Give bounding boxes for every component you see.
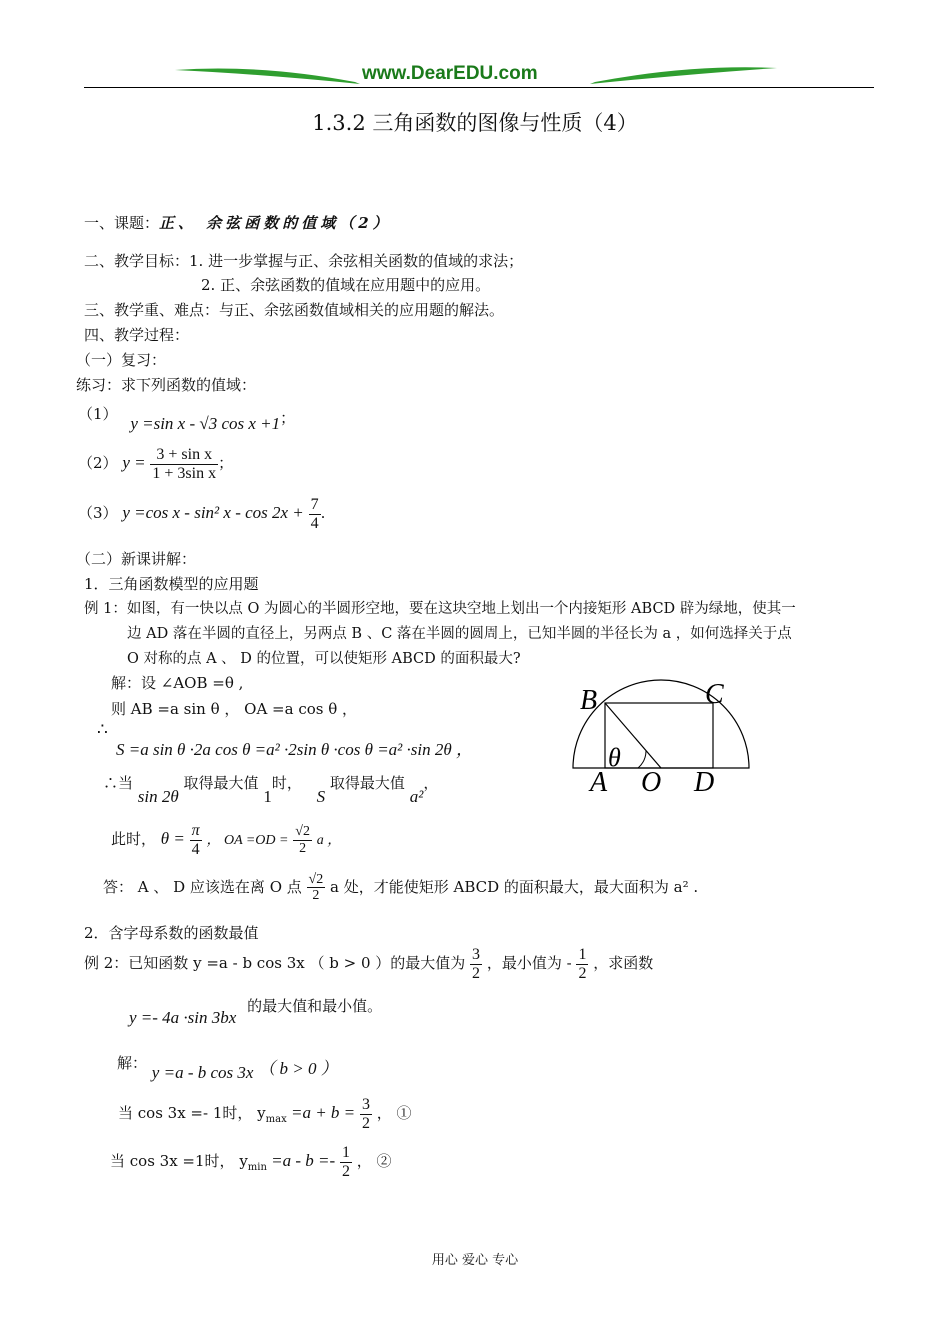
solution-1-line-4-d: 1 <box>263 787 272 806</box>
case-2-b: =a - b =- <box>266 1151 336 1171</box>
case-1-den: 2 <box>361 1114 370 1132</box>
example-2-min-den: 2 <box>578 964 587 982</box>
solution-1-line-3: S =a sin θ ·2a cos θ =a² ·2sin θ ·cos θ =a² ·sin 2θ ， <box>116 740 473 759</box>
example-2-function: y =- 4a ·sin 3bx <box>129 1008 237 1027</box>
label-O: O <box>641 767 662 798</box>
solution-1-pi: π <box>191 822 200 839</box>
example-2-c: ，求函数 <box>593 954 654 973</box>
case-2-den: 2 <box>341 1162 350 1180</box>
example-2-max-num: 3 <box>472 946 481 963</box>
example-2-b: ，最小值为 - <box>486 954 572 973</box>
goals-label: 二、教学目标： <box>84 252 190 270</box>
case-1-fraction <box>360 1096 372 1132</box>
part-2-heading: 2．含字母系数的函数最值 <box>84 924 259 942</box>
label-theta: θ <box>608 743 621 772</box>
solution-2-line-1 <box>117 1048 338 1082</box>
solution-1-line-4 <box>103 772 439 806</box>
example-2-min-fraction <box>576 946 588 982</box>
solution-1-line-4-f: S <box>316 787 326 806</box>
solution-1-line-5-a: 此时， <box>111 830 157 849</box>
solution-1-line-5-b: θ = <box>160 829 185 849</box>
logo-text: www.DearEDU.com <box>362 63 538 84</box>
solution-1-four: 4 <box>191 840 200 858</box>
exercise-3: （3） y =cos x - sin² x - cos 2x + $\frac{7}{4}$ . <box>78 496 326 532</box>
case-1-b: =a + b = <box>286 1103 356 1123</box>
answer-1-b: a 处，才能使矩形 ABCD 的面积最大，最大面积为 a² . <box>330 877 699 896</box>
goal-1: 1. 进一步掌握与正、余弦相关函数的值域的求法； <box>189 252 524 270</box>
process-heading: 四、教学过程： <box>84 326 190 344</box>
answer-1-sqrt2: √2 <box>308 872 324 887</box>
exercise-2: （2） y = $\frac{\text{3 + sin x}}{\text{1 + 3sin x}}$ ； <box>78 446 234 482</box>
case-2-a: 当 cos 3x =1时， y <box>110 1152 248 1171</box>
solution-1-two: 2 <box>299 840 307 856</box>
solution-1-line-1: 解：设 ∠AOB =θ , <box>111 674 244 692</box>
label-D: D <box>694 767 715 798</box>
solution-1-line-4-h: a² <box>409 787 424 806</box>
therefore-symbol: ∴ <box>97 720 108 740</box>
goal-2: 2. 正、余弦函数的值域在应用题中的应用。 <box>201 276 491 294</box>
solution-1-sqrt-fraction <box>293 824 312 856</box>
case-2-c: ， ② <box>356 1152 392 1171</box>
answer-1 <box>103 872 698 904</box>
exercise-3-numerator: 7 <box>310 496 319 513</box>
solution-1-line-4-g: 取得最大值 <box>329 774 405 792</box>
label-A: A <box>590 767 608 798</box>
solution-1-line-2: 则 AB =a sin θ ， OA =a cos θ ， <box>111 700 358 718</box>
exercise-1: （1） y =sin x - √3 cos x +1； <box>78 405 296 433</box>
part-1-heading: 1．三角函数模型的应用题 <box>84 575 259 593</box>
exercise-heading: 练习：求下列函数的值域： <box>76 376 257 394</box>
solution-1-line-4-a: ∴当 <box>103 774 134 792</box>
goals-line <box>84 250 523 271</box>
solution-1-sqrt2: √2 <box>295 824 310 840</box>
case-2 <box>110 1144 392 1180</box>
topic-value: 正、 余弦函数的值域（2） <box>159 214 392 232</box>
topic-label: 一、课题： <box>84 214 160 232</box>
example-2-max-fraction <box>470 946 482 982</box>
solution-1-line-5-c: ， OA =OD = <box>206 833 289 849</box>
example-1-line-3: O 对称的点 A 、 D 的位置，可以使矩形 ABCD 的面积最大? <box>127 651 521 667</box>
case-1 <box>118 1096 412 1132</box>
case-1-a: 当 cos 3x =- 1时， y <box>118 1104 266 1123</box>
solution-1-line-4-e: 时， <box>271 774 302 792</box>
example-2-a: 例 2：已知函数 y =a - b cos 3x （ b > 0 ）的最大值为 <box>84 954 466 973</box>
example-1-line-2: 边 AD 落在半圆的直径上，另两点 B 、C 落在半圆的圆周上，已知半圆的半径长为 a ，如何选择关于点 <box>127 626 792 642</box>
example-2-line-1 <box>84 946 653 982</box>
exercise-2-fraction <box>150 446 218 482</box>
solution-2-condition: （ b > 0 ） <box>258 1059 338 1078</box>
solution-1-line-4-i: ， <box>423 774 439 792</box>
exercise-2-numerator: 3 + sin x <box>150 446 218 465</box>
solution-2-function: y =a - b cos 3x <box>151 1063 254 1082</box>
case-2-fraction <box>340 1144 352 1180</box>
exercise-3-fraction <box>309 496 321 532</box>
topic-line <box>84 212 392 233</box>
answer-1-a: 答： A 、 D 应该选在离 O 点 <box>103 877 302 896</box>
exercise-3-denominator: 4 <box>310 514 319 532</box>
label-B: B <box>580 685 598 716</box>
case-2-sub: min <box>247 1162 267 1174</box>
answer-1-two: 2 <box>312 888 320 904</box>
example-2-line-2 <box>129 995 383 1027</box>
example-2-min-num: 1 <box>578 946 587 963</box>
solution-2-label: 解： <box>117 1054 148 1072</box>
new-lesson-heading: （二）新课讲解： <box>76 550 197 568</box>
example-2-max-den: 2 <box>472 964 481 982</box>
page-title: 1.3.2 三角函数的图像与性质（4） <box>312 111 638 135</box>
semicircle-diagram <box>568 678 758 798</box>
exercise-3-label: （3） <box>78 504 118 523</box>
solution-1-line-5 <box>111 822 341 858</box>
solution-1-theta-fraction <box>190 822 202 858</box>
exercise-3-formula: y =cos x - sin² x - cos 2x + <box>122 503 304 523</box>
exercise-2-lhs: y = <box>122 453 146 473</box>
case-1-num: 3 <box>361 1096 370 1113</box>
exercise-2-denominator: 1 + 3sin x <box>152 464 217 482</box>
exercise-2-label: （2） <box>78 454 118 473</box>
case-1-sub: max <box>265 1114 287 1126</box>
keypoints: 三、教学重、难点：与正、余弦函数值域相关的应用题的解法。 <box>84 301 505 319</box>
answer-1-sqrt-fraction <box>307 872 326 904</box>
example-1-line-1: 例 1：如图，有一快以点 O 为圆心的半圆形空地，要在这块空地上划出一个内接矩形 ABCD 辟为绿地，使其一 <box>84 601 796 617</box>
review-heading: （一）复习： <box>76 351 167 369</box>
exercise-1-formula: y =sin x - √3 cos x +1 <box>130 414 281 433</box>
solution-1-line-4-c: 取得最大值 <box>183 774 259 792</box>
example-2-d: 的最大值和最小值。 <box>247 997 383 1015</box>
header-logo <box>170 62 782 88</box>
solution-1-line-5-d: a ， <box>316 833 342 849</box>
header-rule <box>84 87 874 88</box>
case-1-c: ， ① <box>376 1104 412 1123</box>
solution-1-line-4-b: sin 2θ <box>137 787 179 806</box>
exercise-1-label: （1） <box>78 405 118 423</box>
case-2-num: 1 <box>341 1144 350 1161</box>
label-C: C <box>705 679 724 710</box>
page-footer: 用心 爱心 专心 <box>431 1253 519 1268</box>
semicircle-figure <box>568 678 758 798</box>
